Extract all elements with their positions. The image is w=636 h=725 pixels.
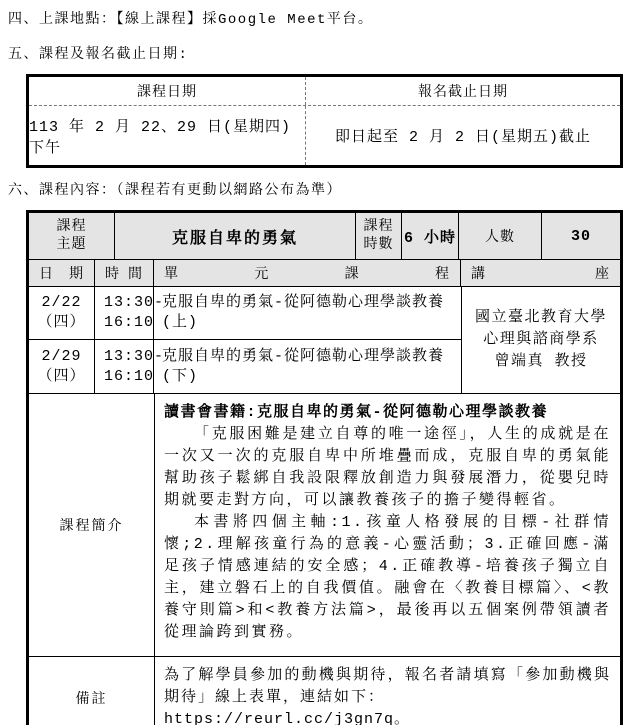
content-section-title: 六、課程內容：（課程若有更動以網路公布為準） [8, 183, 342, 199]
schedule-header-row [29, 260, 620, 287]
session-2-time: 13:30- 16:10 [95, 340, 154, 393]
course-date-value: 113 年 2 月 22、29 日(星期四)下午 [29, 106, 306, 165]
session-row-2 [29, 340, 461, 393]
session-rows [29, 287, 462, 393]
topic-label: 課程 主題 [29, 213, 115, 259]
course-topic-row [29, 213, 620, 260]
capacity-value: 30 [570, 227, 591, 245]
schedule-body [29, 287, 620, 394]
intro-label: 課程簡介 [29, 394, 155, 656]
deadline-section-title: 五、課程及報名截止日期: [8, 47, 189, 63]
date-table-value-row [29, 106, 620, 165]
session-1-time: 13:30- 16:10 [95, 287, 154, 339]
session-row-1 [29, 287, 461, 340]
topic-value: 克服自卑的勇氣 [115, 213, 356, 259]
note-content [155, 657, 620, 725]
session-1-unit: 克服自卑的勇氣-從阿德勒心理學談教養 (上) [162, 294, 445, 331]
session-1-date: 2/22 （四） [29, 287, 95, 339]
course-content-table [26, 210, 623, 725]
time-column-header: 時 間 [95, 260, 154, 286]
deadline-value: 即日起至 2 月 2 日(星期五)截止 [334, 129, 591, 146]
note-row [29, 657, 620, 725]
capacity-label: 人數 [459, 213, 542, 259]
hours-label: 課程 時數 [356, 213, 402, 259]
course-date-header: 課程日期 [29, 77, 306, 105]
note-link-line [164, 709, 611, 725]
note-text: 為了解學員參加的動機與期待，報名者請填寫「參加動機與期待」線上表單，連結如下： [164, 667, 611, 706]
date-column-header: 日 期 [29, 260, 95, 286]
link-suffix: 。 [394, 711, 411, 725]
intro-content [155, 394, 620, 656]
hours-value: 6 小時 [402, 213, 459, 259]
unit-column-header: 單 元 課 程 [154, 260, 461, 286]
signup-form-link[interactable]: https://reurl.cc/j3gn7q [164, 711, 395, 725]
location-line: 四、上課地點：【線上課程】採Google Meet平台。 [8, 12, 374, 28]
intro-paragraph-1: 「克服困難是建立自尊的唯一途徑」，人生的成就是在一次又一次的克服自卑中所堆疊而成，克服自卑的勇氣能幫助孩子鬆綁自我設限釋放創造力與發展潛力，從嬰兒時期就要走對方向，可以讓教養孩子的擔子變得輕省。 [164, 426, 611, 509]
course-intro-row [29, 394, 620, 657]
deadline-header: 報名截止日期 [418, 85, 508, 101]
lecturer-column-header: 講 座 [471, 267, 610, 283]
lecturer-cell: 國立臺北教育大學 心理與諮商學系 曾端真 教授 [474, 309, 607, 370]
note-label: 備註 [29, 657, 155, 725]
intro-paragraph-2: 本書將四個主軸:1.孩童人格發展的目標-社群情懷;2.理解孩童行為的意義-心靈活動；3.正確回應-滿足孩子情感連結的安全感；4.正確教導-培養孩子獨立自主，建立磐石上的自我價值。融會在〈教養目標篇〉、<教養守則篇>和<教養方法篇>，最後再以五個案例帶領讀者從理論跨到實務。 [164, 514, 611, 641]
book-title: 讀書會書籍:克服自卑的勇氣-從阿德勒心理學談教養 [164, 404, 549, 421]
date-deadline-table [26, 74, 623, 168]
date-table-header-row [29, 77, 620, 106]
session-2-date: 2/29 （四） [29, 340, 95, 393]
session-2-unit: 克服自卑的勇氣-從阿德勒心理學談教養 (下) [162, 347, 445, 385]
